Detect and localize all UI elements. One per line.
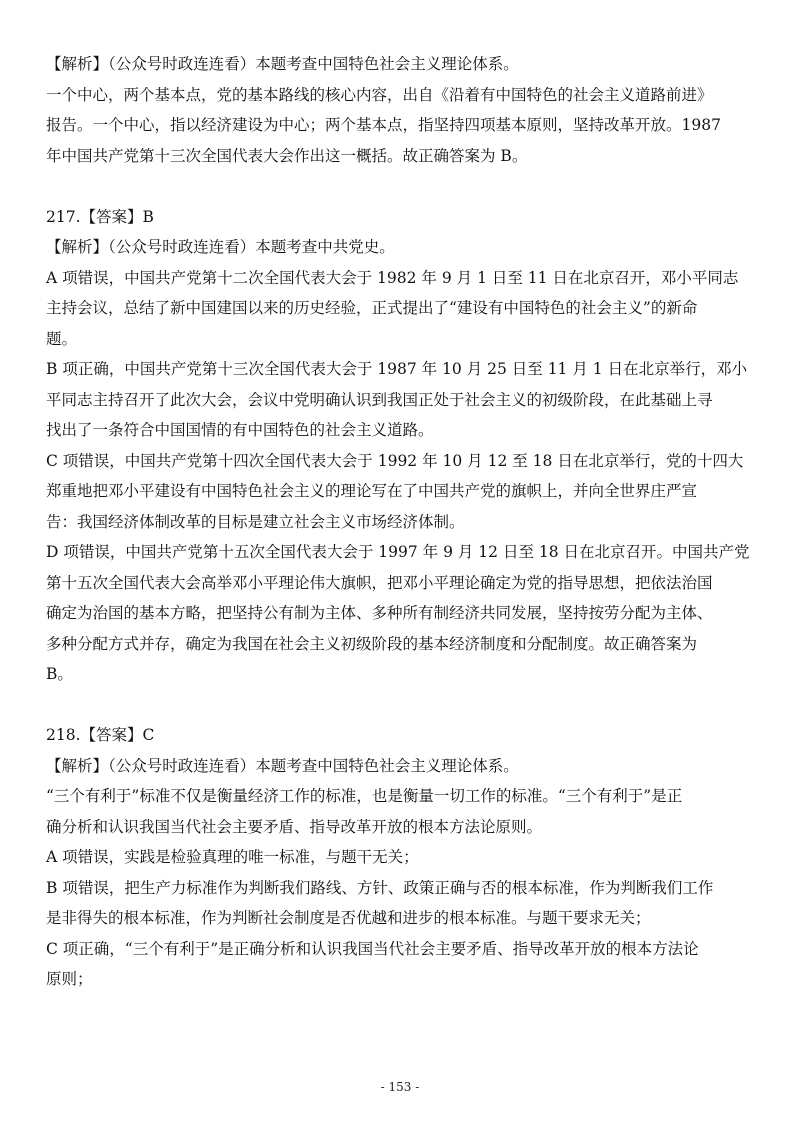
analysis-line: 第十五次全国代表大会高举邓小平理论伟大旗帜，把邓小平理论确定为党的指导思想，把依法治国 xyxy=(46,573,713,592)
analysis-line: 【解析】（公众号时政连连看）本题考查中共党史。 xyxy=(46,238,395,256)
document-page xyxy=(46,49,762,995)
analysis-line: 一个中心，两个基本点，党的基本路线的核心内容，出自《沿着有中国特色的社会主义道路前进》 xyxy=(46,85,713,104)
question-218 xyxy=(46,720,762,995)
analysis-line: 确分析和认识我国当代社会主要矛盾、指导改革开放的根本方法论原则。 xyxy=(46,817,543,836)
analysis-line: “三个有利于”标准不仅是衡量经济工作的标准，也是衡量一切工作的标准。“三个有利于”是正 xyxy=(46,787,683,805)
analysis-line: A 项错误，中国共产党第十二次全国代表大会于 1982 年 9 月 1 日至 11 日在北京召开，邓小平同志 xyxy=(46,268,739,287)
analysis-line: 郑重地把邓小平建设有中国特色社会主义的理论写在了中国共产党的旗帜上，并向全世界庄严宣 xyxy=(46,482,698,500)
analysis-line: 原则； xyxy=(46,970,93,988)
analysis-line: B 项错误，把生产力标准作为判断我们路线、方针、政策正确与否的根本标准，作为判断我们工作 xyxy=(46,878,714,897)
question-217 xyxy=(46,202,762,690)
answer-line: 217.【答案】B xyxy=(46,207,154,226)
analysis-line: 【解析】（公众号时政连连看）本题考查中国特色社会主义理论体系。 xyxy=(46,756,519,775)
answer-line: 218.【答案】C xyxy=(46,726,155,744)
analysis-line: B。 xyxy=(46,665,73,683)
analysis-line: 告：我国经济体制改革的目标是建立社会主义市场经济体制。 xyxy=(46,512,465,531)
paragraph-gap xyxy=(46,690,762,721)
analysis-line: 找出了一条符合中国国情的有中国特色的社会主义道路。 xyxy=(46,421,434,439)
paragraph-gap xyxy=(46,171,762,202)
analysis-line: 报告。一个中心，指以经济建设为中心；两个基本点，指坚持四项基本原则，坚持改革开放。1987 xyxy=(46,116,721,134)
analysis-line: B 项正确，中国共产党第十三次全国代表大会于 1987 年 10 月 25 日至 11 月 1 日在北京举行，邓小 xyxy=(46,360,748,378)
analysis-line: 确定为治国的基本方略，把坚持公有制为主体、多种所有制经济共同发展，坚持按劳分配为主体、 xyxy=(46,604,713,622)
analysis-line: 题。 xyxy=(46,329,78,348)
analysis-line: C 项正确，“三个有利于”是正确分析和认识我国当代社会主要矛盾、指导改革开放的根本方法论 xyxy=(46,939,699,958)
analysis-line: D 项错误，中国共产党第十五次全国代表大会于 1997 年 9 月 12 日至 18 日在北京召开。中国共产党 xyxy=(46,543,750,561)
analysis-line: A 项错误，实践是检验真理的唯一标准，与题干无关； xyxy=(46,848,419,866)
analysis-line: C 项错误，中国共产党第十四次全国代表大会于 1992 年 10 月 12 至 18 日在北京举行，党的十四大 xyxy=(46,451,744,470)
question-216-analysis xyxy=(46,49,762,171)
analysis-line: 【解析】（公众号时政连连看）本题考查中国特色社会主义理论体系。 xyxy=(46,55,519,73)
analysis-line: 主持会议，总结了新中国建国以来的历史经验，正式提出了“建设有中国特色的社会主义”的新命 xyxy=(46,299,698,317)
analysis-line: 多种分配方式并存，确定为我国在社会主义初级阶段的基本经济制度和分配制度。故正确答案为 xyxy=(46,634,698,653)
analysis-line: 年中国共产党第十三次全国代表大会作出这一概括。故正确答案为 B。 xyxy=(46,146,528,165)
page-number: - 153 - xyxy=(380,1080,420,1094)
analysis-line: 平同志主持召开了此次大会，会议中党明确认识到我国正处于社会主义的初级阶段，在此基础上寻 xyxy=(46,390,713,409)
analysis-line: 是非得失的根本标准，作为判断社会制度是否优越和进步的根本标准。与题干要求无关； xyxy=(46,909,651,927)
